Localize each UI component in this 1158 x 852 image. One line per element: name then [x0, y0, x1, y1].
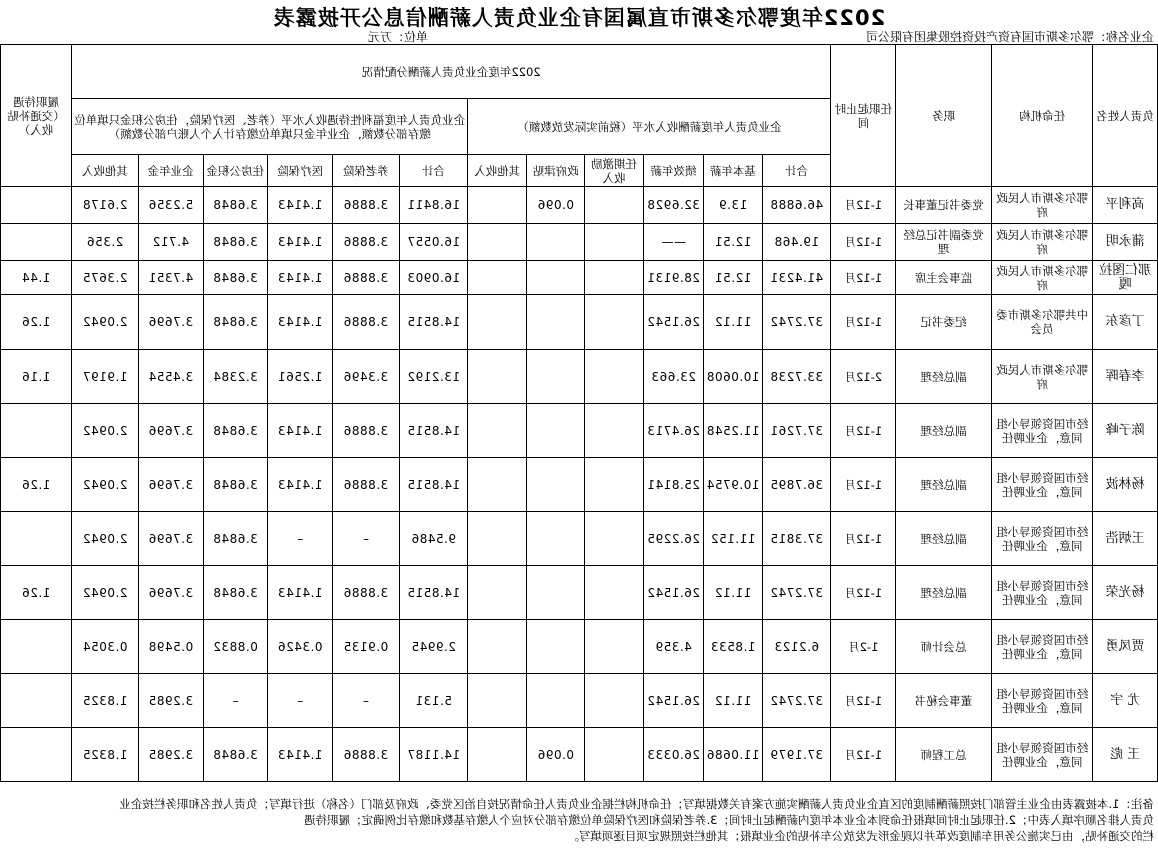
cell-total: 37.7261 — [762, 404, 831, 458]
cell-annuity: 3.7696 — [138, 458, 203, 512]
cell-housing: 3.2384 — [203, 350, 268, 404]
cell-pension: 3.8886 — [332, 458, 399, 512]
cell-other — [468, 295, 526, 350]
cell-other — [468, 404, 526, 458]
cell-w_other: 2.6178 — [72, 187, 139, 224]
table-row — [1, 350, 1158, 404]
cell-base: 13.9 — [704, 187, 762, 224]
cell-tenure — [585, 295, 643, 350]
cell-position: 副总经理 — [896, 458, 992, 512]
cell-name: 李春晖 — [1093, 350, 1158, 404]
cell-annuity: 3.7696 — [138, 512, 203, 566]
cell-w_total: 5.131 — [399, 674, 468, 728]
welfare-col-header: 养老保险 — [332, 155, 399, 187]
cell-period: 1-2月 — [831, 620, 896, 674]
cell-housing: 3.6848 — [203, 728, 268, 782]
cell-w_other: 2.0942 — [72, 458, 139, 512]
cell-name: 蒲永明 — [1093, 224, 1158, 261]
cell-w_total: 16.0557 — [399, 224, 468, 261]
cell-perf: 26.1542 — [643, 674, 704, 728]
cell-base: 11.0686 — [704, 728, 762, 782]
cell-medical: 1.4143 — [268, 728, 333, 782]
cell-perf: 26.1542 — [643, 566, 704, 620]
cell-perf: 23.663 — [643, 350, 704, 404]
cell-position: 纪委书记 — [896, 295, 992, 350]
cell-w_total: 14.1187 — [399, 728, 468, 782]
table-row — [1, 458, 1158, 512]
cell-pension: 3.8886 — [332, 404, 399, 458]
cell-period: 1-12月 — [831, 261, 896, 295]
cell-traffic: 1.26 — [1, 566, 72, 620]
cell-period: 1-12月 — [831, 458, 896, 512]
note-line: 负责人排名顺序填入表中；2.任职起止时间填报任命到本企业本年度内薪酬起止时间；3.养老保险和医疗保险单位缴存部分对应个人缴存基数和缴存比例确定；履职待遇 — [304, 813, 1154, 827]
cell-traffic — [1, 674, 72, 728]
cell-period: 1-12月 — [831, 728, 896, 782]
cell-total: 41.4231 — [762, 261, 831, 295]
cell-base: 11.2548 — [704, 404, 762, 458]
cell-other — [468, 512, 526, 566]
header-name: 负责人姓名 — [1093, 45, 1158, 187]
cell-traffic: 1.26 — [1, 295, 72, 350]
table-row — [1, 512, 1158, 566]
cell-medical: 1.4143 — [268, 458, 333, 512]
cell-other — [468, 620, 526, 674]
company-label: 企业名称： — [1093, 30, 1154, 44]
cell-gov — [526, 224, 584, 261]
cell-appointer: 经市国资领导小组同意，企业聘任 — [992, 566, 1093, 620]
cell-other — [468, 261, 526, 295]
note-line: 栏的交通补贴，由已实施公务用车制度改革并以现金形式发放公车补贴的企业填报；其他栏按照规定项目逐项填写。 — [567, 829, 1154, 843]
cell-tenure — [585, 674, 643, 728]
cell-tenure — [585, 512, 643, 566]
cell-w_other: 1.8325 — [72, 674, 139, 728]
cell-tenure — [585, 261, 643, 295]
cell-period: 1-12月 — [831, 295, 896, 350]
cell-medical: 1.4143 — [268, 261, 333, 295]
table-row — [1, 261, 1158, 295]
cell-appointer: 经市国资领导小组同意，企业聘任 — [992, 728, 1093, 782]
cell-w_total: 9.5486 — [399, 512, 468, 566]
cell-medical: – — [268, 512, 333, 566]
cell-position: 副总经理 — [896, 404, 992, 458]
cell-base: 11.12 — [704, 674, 762, 728]
welfare-col-header: 合计 — [399, 155, 468, 187]
cell-housing: 3.6848 — [203, 404, 268, 458]
cell-gov — [526, 261, 584, 295]
cell-total: 36.7895 — [762, 458, 831, 512]
cell-gov — [526, 512, 584, 566]
cell-traffic — [1, 620, 72, 674]
cell-total: 37.2742 — [762, 674, 831, 728]
cell-medical: 1.4143 — [268, 295, 333, 350]
header-traffic: 履职待遇（交通补贴收入） — [1, 45, 72, 187]
cell-total: 6.2123 — [762, 620, 831, 674]
table-row — [1, 187, 1158, 224]
cell-name: 陈子峰 — [1093, 404, 1158, 458]
cell-perf: 26.0333 — [643, 728, 704, 782]
cell-tenure — [585, 566, 643, 620]
pretax-col-header: 基本年薪 — [704, 155, 762, 187]
company-name: 鄂尔多斯市国有资产投资控股集团有限公司 — [865, 30, 1094, 44]
cell-total: 37.2742 — [762, 566, 831, 620]
cell-name: 杨林波 — [1093, 458, 1158, 512]
cell-appointer: 经市国资领导小组同意，企业聘任 — [992, 512, 1093, 566]
cell-perf: 4.359 — [643, 620, 704, 674]
cell-other — [468, 350, 526, 404]
table-row — [1, 224, 1158, 261]
cell-traffic — [1, 728, 72, 782]
cell-position: 监事会主席 — [896, 261, 992, 295]
cell-appointer: 鄂尔多斯市人民政府 — [992, 350, 1093, 404]
cell-tenure — [585, 728, 643, 782]
cell-base: 11.152 — [704, 512, 762, 566]
cell-housing: 3.6848 — [203, 224, 268, 261]
header-position: 职务 — [896, 45, 992, 187]
cell-medical: – — [268, 674, 333, 728]
cell-housing: – — [203, 674, 268, 728]
cell-traffic — [1, 224, 72, 261]
cell-w_other: 2.356 — [72, 224, 139, 261]
cell-appointer: 经市国资领导小组同意，企业聘任 — [992, 458, 1093, 512]
cell-gov — [526, 404, 584, 458]
cell-appointer: 鄂尔多斯市人民政府 — [992, 187, 1093, 224]
cell-period: 2-12月 — [831, 350, 896, 404]
cell-total: 19.468 — [762, 224, 831, 261]
cell-tenure — [585, 350, 643, 404]
cell-period: 1-12月 — [831, 404, 896, 458]
cell-w_total: 16.0903 — [399, 261, 468, 295]
cell-traffic: 1.26 — [1, 458, 72, 512]
cell-w_other: 2.0942 — [72, 512, 139, 566]
table-row — [1, 566, 1158, 620]
pretax-col-header: 合计 — [762, 155, 831, 187]
table-row — [1, 620, 1158, 674]
cell-w_total: 16.8411 — [399, 187, 468, 224]
pretax-col-header: 其他收入 — [468, 155, 526, 187]
cell-total: 37.2742 — [762, 295, 831, 350]
cell-traffic: 1.16 — [1, 350, 72, 404]
cell-perf: 26.4713 — [643, 404, 704, 458]
cell-medical: 1.2561 — [268, 350, 333, 404]
cell-tenure — [585, 187, 643, 224]
cell-gov — [526, 620, 584, 674]
unit-label: 单位：万元 — [367, 30, 428, 44]
cell-appointer: 鄂尔多斯市人民政府 — [992, 261, 1093, 295]
cell-w_other: 2.0942 — [72, 404, 139, 458]
cell-pension: 3.8886 — [332, 566, 399, 620]
cell-gov — [526, 295, 584, 350]
welfare-col-header: 其他收入 — [72, 155, 139, 187]
cell-housing: 3.6848 — [203, 458, 268, 512]
table-row — [1, 404, 1158, 458]
cell-total: 37.1979 — [762, 728, 831, 782]
cell-w_total: 14.8515 — [399, 404, 468, 458]
cell-period: 1-12月 — [831, 566, 896, 620]
table-row — [1, 728, 1158, 782]
header-pretax: 企业负责人年度薪酬收入水平（税前实际发放数额） — [468, 99, 831, 155]
cell-perf: 28.9131 — [643, 261, 704, 295]
cell-name: 尤 宇 — [1093, 674, 1158, 728]
cell-perf: 32.6928 — [643, 187, 704, 224]
cell-appointer: 鄂尔多斯市人民政府 — [992, 224, 1093, 261]
cell-tenure — [585, 458, 643, 512]
cell-medical: 1.4143 — [268, 404, 333, 458]
cell-perf: —— — [643, 224, 704, 261]
cell-position: 总会计师 — [896, 620, 992, 674]
cell-other — [468, 728, 526, 782]
cell-annuity: 3.2985 — [138, 674, 203, 728]
cell-w_total: 14.8515 — [399, 458, 468, 512]
cell-appointer: 经市国资领导小组同意，企业聘任 — [992, 674, 1093, 728]
cell-w_total: 14.8515 — [399, 295, 468, 350]
header-period: 任职起止时间 — [831, 45, 896, 187]
pretax-col-header: 任期激励收入 — [585, 155, 643, 187]
cell-traffic — [1, 512, 72, 566]
cell-annuity: 0.5498 — [138, 620, 203, 674]
cell-housing: 3.6848 — [203, 566, 268, 620]
cell-total: 33.7238 — [762, 350, 831, 404]
cell-period: 1-12月 — [831, 224, 896, 261]
page-title: 2022年度鄂尔多斯市直属国有企业负责人薪酬信息公开披露表 — [272, 6, 886, 30]
cell-w_total: 14.8515 — [399, 566, 468, 620]
cell-period: 1-12月 — [831, 187, 896, 224]
cell-pension: 3.8886 — [332, 224, 399, 261]
cell-traffic: 1.44 — [1, 261, 72, 295]
cell-position: 董事会秘书 — [896, 674, 992, 728]
cell-pension: 3.8886 — [332, 295, 399, 350]
cell-position: 党委副书记总经理 — [896, 224, 992, 261]
cell-w_total: 13.2192 — [399, 350, 468, 404]
cell-pension: – — [332, 674, 399, 728]
cell-tenure — [585, 224, 643, 261]
notes — [4, 796, 1154, 844]
cell-period: 1-12月 — [831, 512, 896, 566]
cell-other — [468, 224, 526, 261]
cell-base: 10.0608 — [704, 350, 762, 404]
note-line: 备注：1.本披露表由企业主管部门按照薪酬制度的区直企业负责人薪酬实施方案有关数据填写；任命机构栏据企业负责人任命情况按自治区党委、政府及部门（名称）进行填写；负责人姓名和职务栏按企业 — [119, 797, 1154, 811]
cell-medical: 0.3426 — [268, 620, 333, 674]
cell-w_other: 1.8325 — [72, 728, 139, 782]
cell-annuity: 3.2985 — [138, 728, 203, 782]
header-section: 2022年度企业负责人薪酬分配情况 — [72, 45, 831, 99]
cell-annuity: 5.2356 — [138, 187, 203, 224]
cell-tenure — [585, 620, 643, 674]
cell-name: 丁彦东 — [1093, 295, 1158, 350]
cell-name: 那仁图拉嘎 — [1093, 261, 1158, 295]
cell-perf: 26.2295 — [643, 512, 704, 566]
cell-gov: 0.096 — [526, 728, 584, 782]
cell-pension: – — [332, 512, 399, 566]
cell-position: 副总经理 — [896, 512, 992, 566]
cell-housing: 3.6848 — [203, 261, 268, 295]
cell-annuity: 4.712 — [138, 224, 203, 261]
cell-gov — [526, 566, 584, 620]
cell-traffic — [1, 187, 72, 224]
cell-pension: 3.8886 — [332, 261, 399, 295]
table-row — [1, 674, 1158, 728]
cell-name: 贾凤勇 — [1093, 620, 1158, 674]
cell-other — [468, 566, 526, 620]
cell-gov — [526, 458, 584, 512]
cell-base: 11.12 — [704, 295, 762, 350]
cell-annuity: 3.7696 — [138, 566, 203, 620]
company-line — [866, 28, 1154, 45]
cell-name: 杨光荣 — [1093, 566, 1158, 620]
cell-gov: 0.096 — [526, 187, 584, 224]
cell-gov — [526, 350, 584, 404]
cell-base: 11.12 — [704, 566, 762, 620]
cell-appointer: 中共鄂尔多斯市委员会 — [992, 295, 1093, 350]
cell-housing: 3.6848 — [203, 187, 268, 224]
cell-other — [468, 187, 526, 224]
cell-total: 37.3815 — [762, 512, 831, 566]
cell-annuity: 4.7351 — [138, 261, 203, 295]
table-row — [1, 295, 1158, 350]
cell-annuity: 3.7696 — [138, 404, 203, 458]
cell-other — [468, 674, 526, 728]
header-welfare: 企业负责人年度福利性待遇收入水平（养老、医疗保险，住房公积金只填单位缴存部分数额，企业年金只填单位缴存计入个人账户部分数额） — [72, 99, 468, 155]
cell-period: 1-12月 — [831, 674, 896, 728]
cell-position: 副总经理 — [896, 350, 992, 404]
pretax-col-header: 绩效年薪 — [643, 155, 704, 187]
cell-position: 党委书记董事长 — [896, 187, 992, 224]
cell-w_other: 2.0942 — [72, 566, 139, 620]
cell-name: 王炳浩 — [1093, 512, 1158, 566]
pretax-col-header: 政府津贴 — [526, 155, 584, 187]
cell-gov — [526, 674, 584, 728]
welfare-col-header: 住房公积金 — [203, 155, 268, 187]
cell-w_other: 0.3054 — [72, 620, 139, 674]
cell-pension: 3.8886 — [332, 187, 399, 224]
cell-housing: 3.6848 — [203, 512, 268, 566]
cell-housing: 3.6848 — [203, 295, 268, 350]
welfare-col-header: 企业年金 — [138, 155, 203, 187]
cell-traffic — [1, 404, 72, 458]
cell-pension: 3.8886 — [332, 728, 399, 782]
cell-w_total: 2.9945 — [399, 620, 468, 674]
cell-w_other: 2.3675 — [72, 261, 139, 295]
cell-base: 10.9754 — [704, 458, 762, 512]
cell-medical: 1.4143 — [268, 187, 333, 224]
salary-table — [0, 44, 1158, 782]
cell-name: 王 彪 — [1093, 728, 1158, 782]
cell-base: 1.8533 — [704, 620, 762, 674]
cell-base: 12.51 — [704, 224, 762, 261]
cell-annuity: 3.4554 — [138, 350, 203, 404]
cell-total: 46.6888 — [762, 187, 831, 224]
cell-w_other: 2.0942 — [72, 295, 139, 350]
header-appointer: 任命机构 — [992, 45, 1093, 187]
cell-medical: 1.4143 — [268, 224, 333, 261]
cell-position: 总工程师 — [896, 728, 992, 782]
cell-perf: 26.1542 — [643, 295, 704, 350]
cell-annuity: 3.7696 — [138, 295, 203, 350]
cell-appointer: 经市国资领导小组同意，企业聘任 — [992, 404, 1093, 458]
cell-pension: 0.9135 — [332, 620, 399, 674]
cell-other — [468, 458, 526, 512]
cell-perf: 25.8141 — [643, 458, 704, 512]
cell-position: 副总经理 — [896, 566, 992, 620]
cell-appointer: 经市国资领导小组同意，企业聘任 — [992, 620, 1093, 674]
cell-name: 高利平 — [1093, 187, 1158, 224]
cell-medical: 1.4143 — [268, 566, 333, 620]
cell-w_other: 1.9197 — [72, 350, 139, 404]
cell-base: 12.51 — [704, 261, 762, 295]
cell-pension: 3.3496 — [332, 350, 399, 404]
cell-tenure — [585, 404, 643, 458]
cell-housing: 0.8832 — [203, 620, 268, 674]
welfare-col-header: 医疗保险 — [268, 155, 333, 187]
